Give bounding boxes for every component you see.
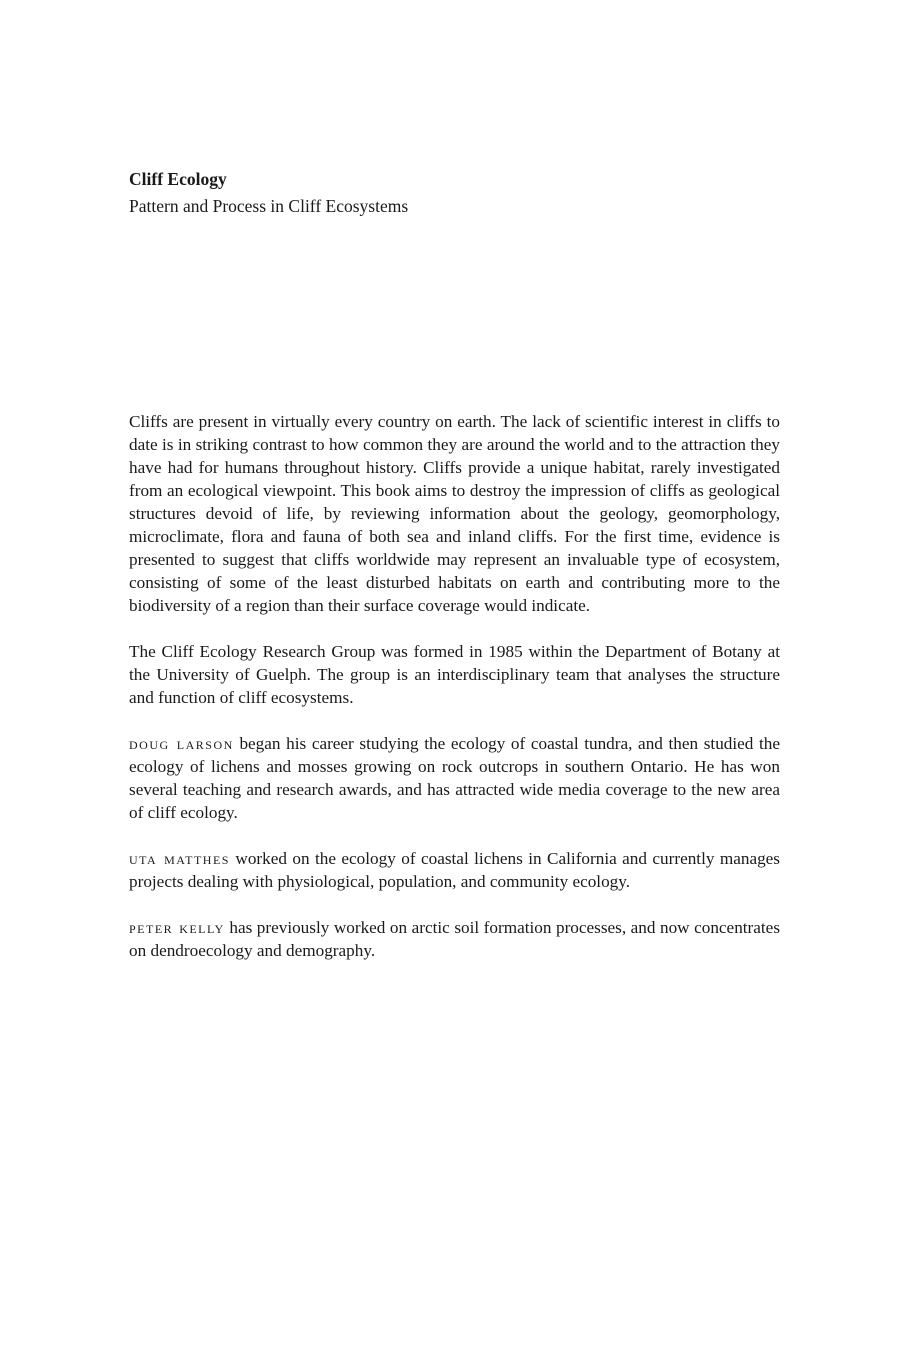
author-bio-matthes <box>129 847 780 893</box>
author-bio-kelly <box>129 916 780 962</box>
book-subtitle: Pattern and Process in Cliff Ecosystems <box>129 196 409 216</box>
description-paragraph: Cliffs are present in virtually every country on earth. The lack of scientific interest in cliffs to date is in striking contrast to how common they are around the world and to the attraction they have had for humans throughout history. Cliffs provide a unique habitat, rarely investigated from an ecological viewpoint. This book aims to destroy the impression of cliffs as geological structures devoid of life, by reviewing information about the geology, geomorphology, microclimate, flora and fauna of both sea and inland cliffs. For the first time, evidence is presented to suggest that cliffs worldwide may represent an invaluable type of ecosystem, consisting of some of the least disturbed habitats on earth and contributing more to the biodiversity of a region than their surface coverage would indicate. <box>129 412 780 615</box>
author-bio-text: has previously worked on arctic soil formation processes, and now concentrates on dendroecology and demography. <box>129 918 781 960</box>
book-title: Cliff Ecology <box>129 169 227 189</box>
author-name: doug larson <box>129 734 234 753</box>
author-name: peter kelly <box>129 918 225 937</box>
author-name: uta matthes <box>129 849 230 868</box>
author-bio-text: began his career studying the ecology of coastal tundra, and then studied the ecology of lichens and mosses growing on rock outcrops in southern Ontario. He has won several teaching and research awards, and has attracted wide media coverage to the new area of cliff ecology. <box>129 734 781 822</box>
blurb-body <box>129 410 780 985</box>
author-bio-larson <box>129 732 780 824</box>
research-group-paragraph: The Cliff Ecology Research Group was formed in 1985 within the Department of Botany at the University of Guelph. The group is an interdisciplinary team that analyses the structure and function of cliff ecosystems. <box>129 642 780 707</box>
author-bio-text: worked on the ecology of coastal lichens in California and currently manages projects dealing with physiological, population, and community ecology. <box>129 849 780 891</box>
